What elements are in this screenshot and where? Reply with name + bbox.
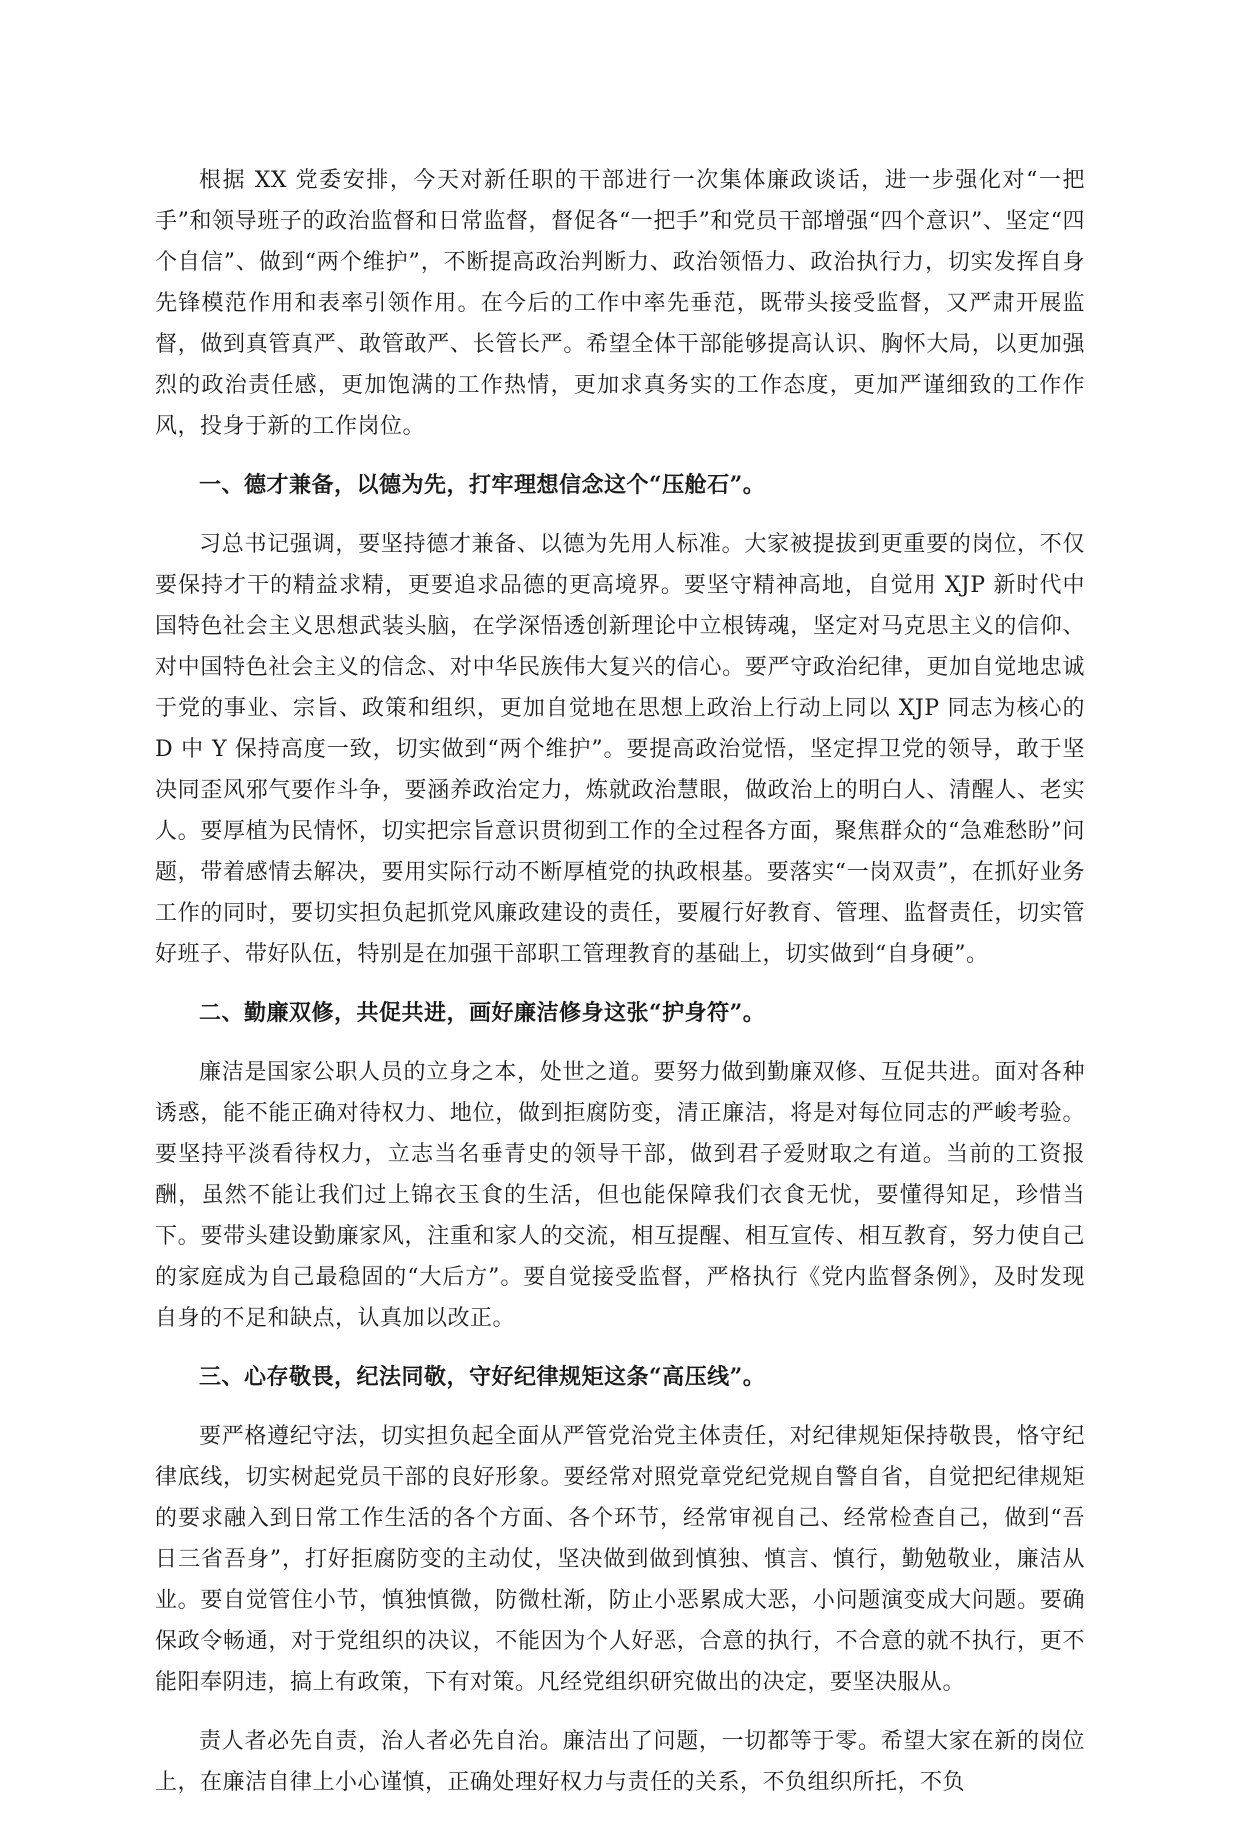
document-page bbox=[155, 160, 1085, 1821]
section-body-3: 要严格遵纪守法，切实担负起全面从严管党治党主体责任，对纪律规矩保持敬畏，恪守纪律底线，切实树起党员干部的良好形象。要经常对照党章党纪党规自警自省，自觉把纪律规矩的要求融入到日常工作生活的各个方面、各个环节，经常审视自己、经常检查自己，做到“吾日三省吾身”，打好拒腐防变的主动仗，坚决做到做到慎独、慎言、慎行，勤勉敬业，廉洁从业。要自觉管住小节，慎独慎微，防微杜渐，防止小恶累成大恶，小问题演变成大问题。要确保政令畅通，对于党组织的决议，不能因为个人好恶，合意的执行，不合意的就不执行，更不能阳奉阴违，搞上有政策，下有对策。凡经党组织研究做出的决定，要坚决服从。 bbox=[155, 1424, 1085, 1695]
section-body-1: 习总书记强调，要坚持德才兼备、以德为先用人标准。大家被提拔到更重要的岗位，不仅要保持才干的精益求精，更要追求品德的更高境界。要坚守精神高地，自觉用 XJP 新时代中国特色社会主义思想武装头脑，在学深悟透创新理论中立根铸魂，坚定对马克思主义的信仰、对中国特色社会主义的信念、对中华民族伟大复兴的信心。要严守政治纪律，更加自觉地忠诚于党的事业、宗旨、政策和组织，更加自觉地在思想上政治上行动上同以 XJP 同志为核心的 D 中 Y 保持高度一致，切实做到“两个维护”。要提高政治觉悟，坚定捍卫党的领导，敢于坚决同歪风邪气要作斗争，要涵养政治定力，炼就政治慧眼，做政治上的明白人、清醒人、老实人。要厚植为民情怀，切实把宗旨意识贯彻到工作的全过程各方面，聚焦群众的“急难愁盼”问题，带着感情去解决，要用实际行动不断厚植党的执政根基。要落实“一岗双责”，在抓好业务工作的同时，要切实担负起抓党风廉政建设的责任，要履行好教育、管理、监督责任，切实管好班子、带好队伍，特别是在加强干部职工管理教育的基础上，切实做到“自身硬”。 bbox=[155, 532, 1085, 967]
closing-paragraph: 责人者必先自责，治人者必先自治。廉洁出了问题，一切都等于零。希望大家在新的岗位上，在廉洁自律上小心谨慎，正确处理好权力与责任的关系，不负组织所托，不负 bbox=[155, 1729, 1085, 1795]
section-body-2: 廉洁是国家公职人员的立身之本，处世之道。要努力做到勤廉双修、互促共进。面对各种诱惑，能不能正确对待权力、地位，做到拒腐防变，清正廉洁，将是对每位同志的严峻考验。要坚持平淡看待权力，立志当名垂青史的领导干部，做到君子爱财取之有道。当前的工资报酬，虽然不能让我们过上锦衣玉食的生活，但也能保障我们衣食无忧，要懂得知足，珍惜当下。要带头建设勤廉家风，注重和家人的交流，相互提醒、相互宣传、相互教育，努力使自己的家庭成为自己最稳固的“大后方”。要自觉接受监督，严格执行《党内监督条例》，及时发现自身的不足和缺点，认真加以改正。 bbox=[155, 1060, 1085, 1331]
intro-paragraph: 根据 XX 党委安排，今天对新任职的干部进行一次集体廉政谈话，进一步强化对“一把手”和领导班子的政治监督和日常监督，督促各“一把手”和党员干部增强“四个意识”、坚定“四个自信”、做到“两个维护”，不断提高政治判断力、政治领悟力、政治执行力，切实发挥自身先锋模范作用和表率引领作用。在今后的工作中率先垂范，既带头接受监督，又严肃开展监督，做到真管真严、敢管敢严、长管长严。希望全体干部能够提高认识、胸怀大局，以更加强烈的政治责任感，更加饱满的工作热情，更加求真务实的工作态度，更加严谨细致的工作作风，投身于新的工作岗位。 bbox=[155, 168, 1085, 439]
section-heading-3: 三、心存敬畏，纪法同敬，守好纪律规矩这条“高压线”。 bbox=[199, 1364, 766, 1390]
section-heading-2: 二、勤廉双修，共促共进，画好廉洁修身这张“护身符”。 bbox=[199, 1000, 766, 1026]
section-heading-1: 一、德才兼备，以德为先，打牢理想信念这个“压舱石”。 bbox=[199, 472, 766, 498]
